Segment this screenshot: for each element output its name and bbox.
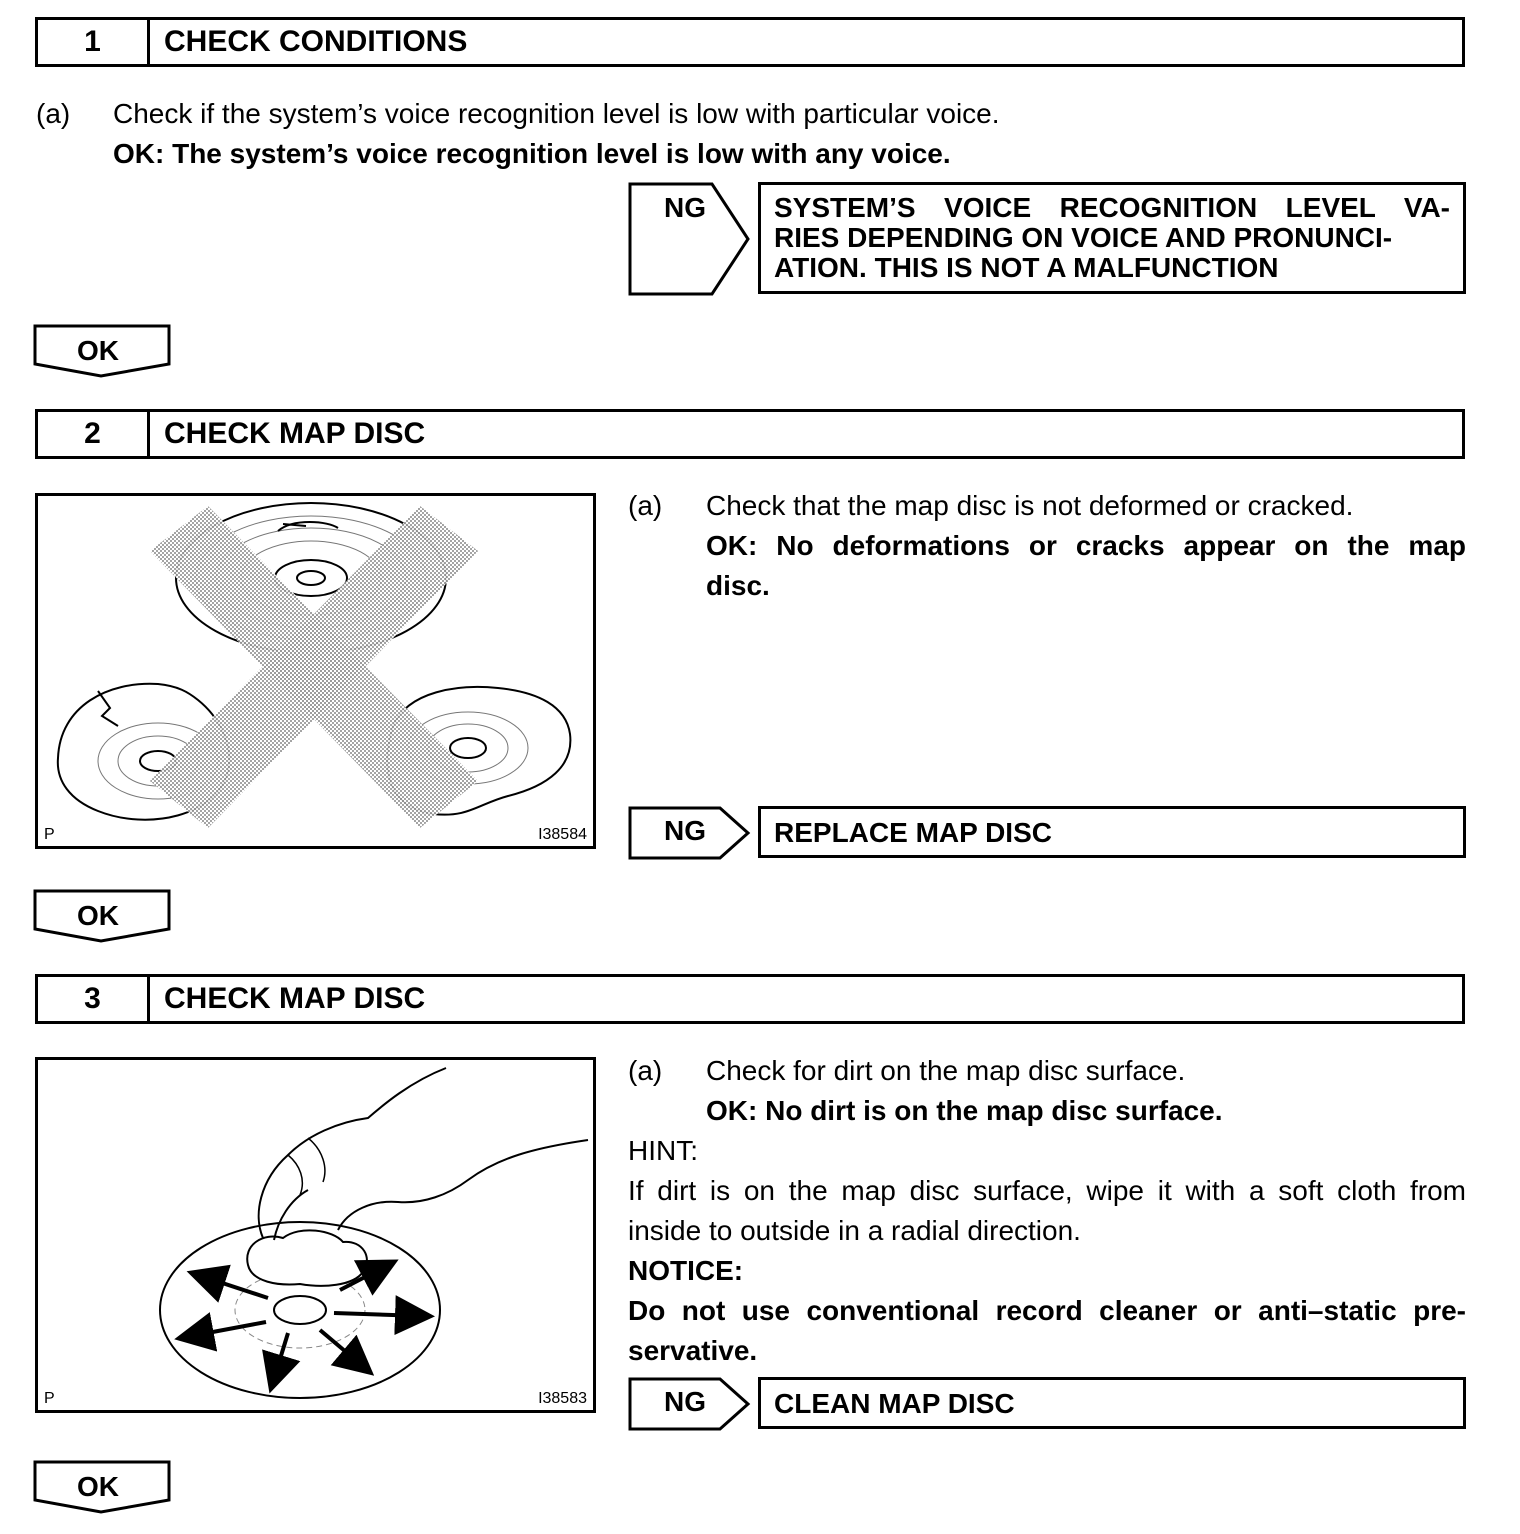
item-label: (a) (628, 1055, 663, 1086)
hint-label: HINT: (628, 1135, 698, 1166)
step-number: 3 (38, 977, 150, 1021)
ng-result-line: RIES DEPENDING ON VOICE AND PRONUNCI- (774, 222, 1393, 253)
instruction-text: Check if the system’s voice recognition level is low with particular voice. (113, 98, 1000, 129)
ok-criteria: OK: The system’s voice recognition level is low with any voice. (113, 138, 951, 169)
step-title: CHECK CONDITIONS (164, 25, 468, 58)
notice-text: servative. (628, 1335, 758, 1366)
ok-label: OK (77, 900, 119, 931)
step-1-header (35, 17, 1465, 67)
instruction-text: Check that the map disc is not deformed or cracked. (706, 490, 1354, 521)
hint-text: If dirt is on the map disc surface, wipe it with a soft cloth from (628, 1175, 1466, 1206)
ng-label: NG (664, 192, 706, 223)
notice-text: Do not use conventional record cleaner or anti–static pre- (628, 1295, 1466, 1326)
ng-label: NG (664, 815, 706, 846)
step-title: CHECK MAP DISC (164, 982, 426, 1015)
ng-result-box (758, 182, 1466, 294)
item-label: (a) (36, 98, 71, 129)
step-3-header (35, 974, 1465, 1024)
step-number: 1 (38, 20, 150, 64)
figure-wiping-disc (35, 1057, 596, 1413)
figure-left-label: P (44, 826, 55, 843)
ng-label: NG (664, 1386, 706, 1417)
step-number: 2 (38, 412, 150, 456)
hint-text: inside to outside in a radial direction. (628, 1215, 1081, 1246)
ng-result-text: REPLACE MAP DISC (774, 817, 1052, 848)
wiping-disc-illustration (38, 1060, 593, 1410)
ng-result-box (758, 806, 1466, 858)
ok-label: OK (77, 1471, 119, 1502)
ng-result-line: ATION. THIS IS NOT A MALFUNCTION (774, 252, 1279, 283)
step-2-header (35, 409, 1465, 459)
step-title: CHECK MAP DISC (164, 417, 426, 450)
figure-left-label: P (44, 1390, 55, 1407)
ok-label: OK (77, 335, 119, 366)
figure-id: I38584 (538, 826, 587, 843)
ok-criteria: OK: No dirt is on the map disc surface. (706, 1095, 1223, 1126)
figure-damaged-discs (35, 493, 596, 849)
instruction-text: Check for dirt on the map disc surface. (706, 1055, 1186, 1086)
ng-result-box (758, 1377, 1466, 1429)
item-label: (a) (628, 490, 663, 521)
ng-result-line: SYSTEM’S VOICE RECOGNITION LEVEL VA- (774, 192, 1450, 223)
ok-criteria: disc. (706, 570, 770, 601)
ng-result-text: CLEAN MAP DISC (774, 1388, 1015, 1419)
figure-id: I38583 (538, 1390, 587, 1407)
notice-label: NOTICE: (628, 1255, 744, 1286)
damaged-disc-illustration (38, 496, 593, 846)
ok-criteria: OK: No deformations or cracks appear on the map (706, 530, 1466, 561)
